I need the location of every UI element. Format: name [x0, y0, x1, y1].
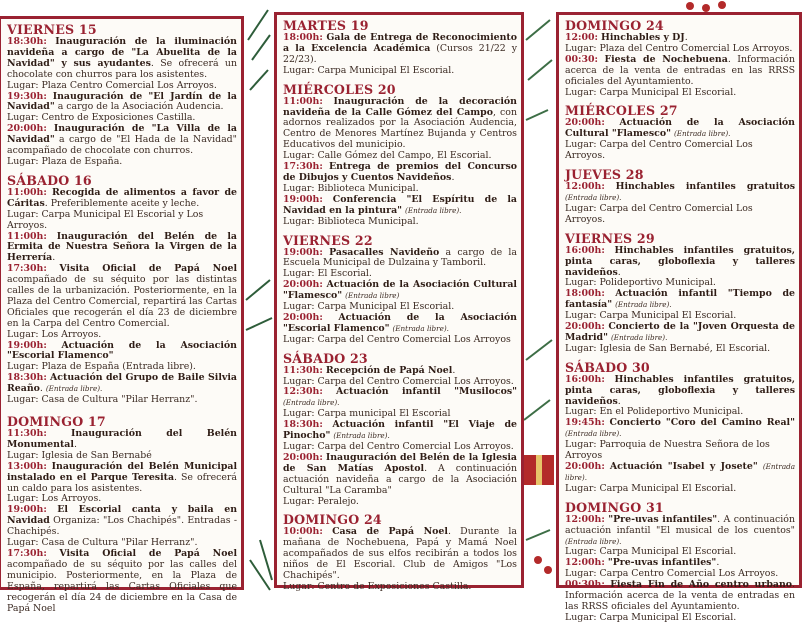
schedule-column-2: [274, 12, 524, 592]
event-item: 12:30h: Actuación infantil "Musilocos" (Entrada libre).: [283, 386, 518, 408]
event-location: Lugar: Carpa Municipal El Escorial.: [565, 86, 737, 98]
event-location: Lugar: Carpa Municipal El Escorial.: [565, 310, 737, 322]
event-item: 20:00h: Inauguración de "La Villa de la Navidad" a cargo de "El Hada de la Navidad" acompañado de chocolate con churros.: [7, 123, 238, 157]
event-location: Lugar: Carpa del Centro Comercial Los Arroyos.: [565, 139, 753, 162]
event-location: Lugar: Carpa del Centro Comercial Los Arroyos: [283, 333, 511, 345]
pine-branch-left: [246, 10, 272, 330]
event-item: 19:45h: Concierto "Coro del Camino Real" (Entrada libre).: [565, 417, 795, 439]
event-item: 18:30h: Actuación del Grupo de Baile Silvia Reaño. (Entrada libre).: [7, 372, 237, 395]
event-location: Lugar: Parroquia de Nuestra Señora de los Arroyos: [565, 439, 770, 462]
event-item: 18:00h: Actuación infantil "Tiempo de fantasía" (Entrada libre).: [565, 288, 795, 311]
event-location: Lugar: Los Arroyos.: [7, 328, 102, 340]
event-location: Lugar: Plaza de España.: [7, 155, 123, 167]
day-title-domingo-17: DOMINGO 17: [7, 414, 106, 429]
event-location: Lugar: Plaza del Centro Comercial Los Arroyos.: [565, 42, 793, 54]
event-item: 20:00h: Actuación de la Asociación Cultural "Flamesco" (Entrada libre).: [565, 117, 795, 140]
event-item: 13:00h: Inauguración del Belén Municipal instalado en el Parque Teresita. Se ofrecerá un caldo para los asistentes.: [7, 460, 238, 494]
event-location: Lugar: Iglesia de San Bernabé, El Escorial.: [565, 342, 771, 354]
event-location: Lugar: Casa de Cultura "Pilar Herranz".: [7, 394, 198, 406]
event-location: Lugar: Casa de Cultura "Pilar Herranz".: [7, 537, 198, 549]
day-title-viernes-22: VIERNES 22: [283, 232, 373, 248]
event-item: 20:00h: Actuación "Isabel y Josete" (Entrada libre).: [565, 461, 795, 482]
event-location: Lugar: Carpa Municipal El Escorial.: [283, 301, 455, 313]
event-item: 11:30h: Recepción de Papá Noel.: [283, 364, 456, 376]
event-item: 11:30h: Inauguración del Belén Monumental.: [7, 428, 237, 450]
event-location: Lugar: Biblioteca Municipal.: [283, 182, 419, 194]
event-item: 10:00h: Casa de Papá Noel. Durante la mañana de Nochebuena, Papá y Mamá Noel acompañados de sus elfos recibirán a todos los niños de El Escorial. Club de Amigos "Los Chachipés".: [283, 526, 517, 582]
event-location: Lugar: Centro de Exposiciones Castilla.: [7, 112, 196, 124]
event-location: Lugar: Plaza Centro Comercial Los Arroyos.: [7, 79, 217, 91]
event-location: Lugar: Iglesia de San Bernabé: [7, 449, 152, 461]
event-location: Lugar: Peralejo.: [283, 495, 359, 507]
event-location: Lugar: Carpa del Centro Comercial Los Arroyos.: [283, 375, 514, 387]
event-item: 19:30h: Inauguración de "El Jardín de la Navidad" a cargo de la Asociación Audencia.: [7, 90, 237, 113]
event-item: 16:00h: Hinchables infantiles gratuitos, pinta caras, globoflexia y talleres navideños.: [565, 373, 796, 407]
day-title-jueves-28: JUEVES 28: [565, 167, 644, 183]
day-title-domingo-24: DOMINGO 24: [283, 512, 382, 528]
event-item: 17:30h: Visita Oficial de Papá Noel acompañado de su séquito por las distintas calles de la urbanización. Posteriormente, en la Plaza del Centro Comercial, repartirá las Cartas Oficiales que recogerán el día 23 de diciembre en la Carpa del Centro Comercial.: [7, 263, 238, 329]
event-location: Lugar: Carpa Municipal El Escorial.: [565, 546, 737, 558]
event-item: 17:30h: Entrega de premios del Concurso de Dibujos y Cuentos Navideños.: [283, 161, 517, 183]
schedule-column-3: [556, 12, 802, 623]
event-item: 18:30h: Actuación infantil "El Viaje de Pinocho" (Entrada libre).: [283, 419, 517, 442]
day-title-miercoles-27: MIÉRCOLES 27: [565, 103, 678, 119]
event-item: 20:00h: Actuación de la Asociación Cultural "Flamesco" (Entrada libre): [283, 279, 517, 302]
event-item: 19:00h: Conferencia "El Espíritu de la Navidad en la pintura" (Entrada libre).: [283, 193, 517, 216]
event-location: Lugar: Polideportivo Municipal.: [565, 277, 716, 289]
event-location: Lugar: Carpa Municipal El Escorial.: [565, 611, 737, 623]
pine-branch-bottom: [250, 540, 272, 590]
day-title-sabado-30: SÁBADO 30: [565, 359, 650, 375]
day-title-martes-19: MARTES 19: [283, 18, 369, 33]
event-location: Lugar: Carpa municipal El Escorial: [283, 408, 451, 420]
schedule-column-1: [0, 16, 244, 614]
event-location: Lugar: Calle Gómez del Campo, El Escorial.: [283, 150, 492, 162]
day-title-sabado-16: SÁBADO 16: [7, 172, 92, 188]
event-item: 11:00h: Inauguración de la decoración navideña de la Calle Gómez del Campo, con adornos realizados por la Asociación Audencia, Centro de Menores Martínez Bujanda y Centros Educativos del municipio.: [283, 95, 517, 151]
event-location: Lugar: Carpa del Centro Comercial Los Arroyos.: [283, 441, 514, 452]
gift-box-icon: [524, 455, 554, 485]
event-item: 16:00h: Hinchables infantiles gratuitos, pinta caras, globoflexia y talleres navideños.: [565, 244, 796, 278]
day-title-miercoles-20: MIÉRCOLES 20: [283, 81, 396, 97]
event-item: 12:00h: Hinchables infantiles gratuitos (Entrada libre).: [565, 181, 796, 202]
event-item: 19:00h: Pasacalles Navideño a cargo de la Escuela Municipal de Dulzaina y Tamboril.: [283, 246, 517, 269]
event-item: 11:00h: Inauguración del Belén de la Ermita de Nuestra Señora la Virgen de la Herrería.: [7, 230, 237, 264]
day-title-domingo-31: DOMINGO 31: [565, 499, 664, 515]
event-location: Lugar: Carpa Municipal El Escorial.: [565, 482, 737, 494]
event-item: 17:30h: Visita Oficial de Papá Noel acompañado de su séquito por las calles del municipio. Posteriormente, en la Plaza de España, repartirá las Cartas Oficiales que recogerán el día 24 de diciembre en la Casa de Papá Noel: [7, 547, 238, 614]
event-location: Lugar: Plaza de España (Entrada libre).: [7, 361, 196, 373]
event-item: 19:00h: El Escorial canta y baila en Navidad Organiza: "Los Chachipés". Entradas - Chachipés.: [7, 504, 238, 538]
event-item: 18:00h: Gala de Entrega de Reconocimiento a la Excelencia Académica (Cursos 21/22 y 22/23).: [283, 32, 517, 65]
event-item: 00:30h: Fiesta Fin de Año centro urbano. Información acerca de la venta de entradas en las RRSS oficiales del Ayuntamiento.: [565, 579, 795, 612]
event-item: 12:00h: "Pre-uvas infantiles".: [565, 557, 720, 569]
event-location: Lugar: Carpa Centro Comercial Los Arroyos.: [565, 568, 779, 580]
event-location: Lugar: El Escorial.: [283, 268, 372, 280]
event-location: Lugar: Carpa Municipal El Escorial y Los Arroyos.: [7, 208, 204, 231]
day-title-viernes-15: VIERNES 15: [7, 22, 97, 37]
event-location: Lugar: En el Polideportivo Municipal.: [565, 406, 744, 418]
event-item: 20:00h: Concierto de la "Joven Orquesta de Madrid" (Entrada libre).: [565, 321, 795, 343]
event-item: 00:30: Fiesta de Nochebuena. Información acerca de la venta de entradas en las RRSS oficiales del Ayuntamiento.: [565, 53, 795, 87]
event-item: 18:30h: Inauguración de la iluminación navideña a cargo de "La Abuelita de la Navidad" y sus ayudantes. Se ofrecerá un chocolate con churros para los asistentes.: [7, 36, 237, 80]
event-location: Lugar: Los Arroyos.: [7, 493, 102, 505]
event-item: 12:00: Hinchables y DJ.: [565, 32, 688, 43]
event-location: Lugar: Carpa Municipal El Escorial.: [283, 64, 455, 76]
event-location: Lugar: Centro de Exposiciones Castilla.: [283, 580, 472, 592]
event-item: 20:00h: Inauguración del Belén de la Iglesia de San Matías Apostol. A continuación actuación navideña a cargo de la Asociación Cultural "La Caramba": [283, 451, 517, 496]
day-title-viernes-29: VIERNES 29: [565, 230, 655, 246]
day-title-sabado-23: SÁBADO 23: [283, 350, 368, 366]
event-item: 20:00h: Actuación de la Asociación "Escorial Flamenco" (Entrada libre).: [283, 311, 517, 334]
event-item: 12:00h: "Pre-uvas infantiles". A continuación actuación infantil "El musical de los cuentos" (Entrada libre).: [565, 513, 795, 546]
event-location: Lugar: Carpa del Centro Comercial Los Arroyos.: [565, 202, 753, 225]
event-item: 19:00h: Actuación de la Asociación "Escorial Flamenco": [7, 339, 237, 362]
event-location: Lugar: Biblioteca Municipal.: [283, 215, 419, 227]
event-item: 11:00h: Recogida de alimentos a favor de Cáritas. Preferiblemente aceite y leche.: [7, 186, 237, 209]
day-title-domingo-24: DOMINGO 24: [565, 18, 664, 33]
